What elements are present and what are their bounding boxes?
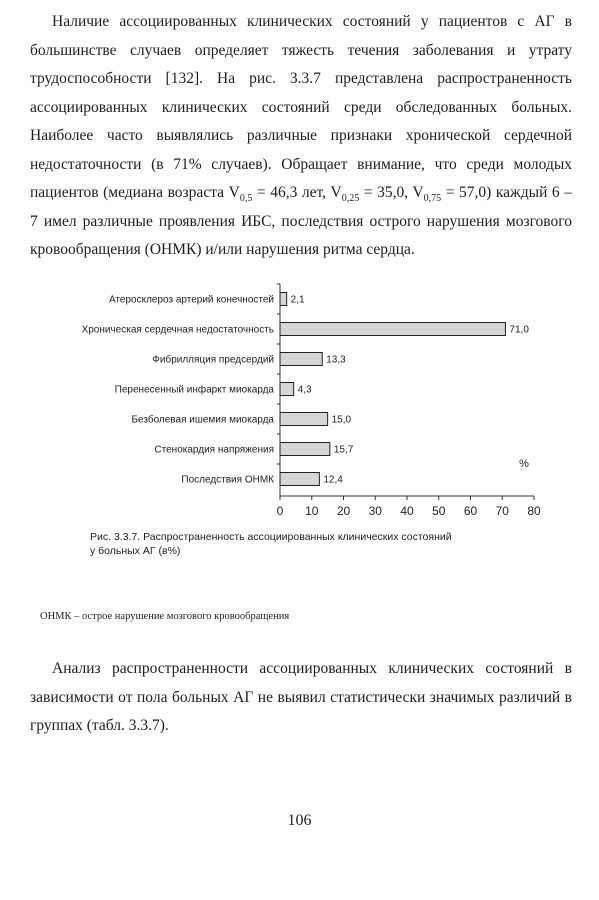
- category-label: Атеросклероз артерий конечностей: [108, 294, 274, 306]
- data-label: 12,4: [323, 474, 343, 486]
- x-tick-label: 80: [527, 504, 541, 518]
- bar: [280, 293, 287, 306]
- category-label: Фибрилляция предсердий: [152, 354, 274, 366]
- q1-subscript: 0,25: [341, 193, 360, 205]
- category-label: Перенесенный инфаркт миокарда: [114, 384, 274, 396]
- x-tick-label: 70: [495, 504, 509, 518]
- x-tick-label: 30: [368, 504, 382, 518]
- data-label: 71,0: [509, 324, 529, 336]
- bar: [280, 383, 294, 396]
- figure-caption: [90, 530, 510, 558]
- category-label: Безболевая ишемия миокарда: [131, 414, 274, 426]
- data-label: 15,7: [333, 444, 354, 456]
- bar-chart: [40, 278, 560, 523]
- category-label: Стенокардия напряжения: [154, 444, 274, 456]
- caption-line-1: Рис. 3.3.7. Распространенность ассоциированных клинических состояний: [90, 531, 452, 543]
- x-tick-label: 50: [432, 504, 446, 518]
- caption-line-2: у больных АГ (в%): [90, 545, 181, 557]
- bar: [280, 353, 322, 366]
- paragraph-intro: [30, 8, 572, 265]
- x-tick-label: 60: [463, 504, 478, 518]
- data-label: 2,1: [290, 294, 305, 306]
- bar: [280, 443, 330, 456]
- paragraph-intro-part1: Наличие ассоциированных клинических состояний у пациентов с АГ в большинстве случаев определяет тяжесть течения заболевания и утрату трудоспособности [132]. На рис. 3.3.7 представлена распространенность ассоциированных клинических состояний среди обследованных больных. Наиболее часто выявлялись различные признаки хронической сердечной недостаточности (в 71% случаев). Обращает внимание, что среди молодых пациентов (медиана возраста V: [30, 13, 572, 201]
- x-tick-label: 0: [276, 504, 284, 518]
- data-label: 4,3: [297, 384, 312, 396]
- bar: [280, 323, 505, 336]
- footnote: ОНМК – острое нарушение мозгового кровообращения: [40, 611, 290, 622]
- category-label: Последствия ОНМК: [181, 474, 274, 486]
- q3-subscript: 0,75: [423, 193, 442, 205]
- x-tick-label: 10: [305, 504, 319, 518]
- page-number: 106: [287, 812, 312, 829]
- paragraph-intro-part2: = 46,3 лет, V: [252, 184, 342, 201]
- x-tick-label: 40: [400, 504, 414, 518]
- paragraph-intro-part3: = 35,0, V: [359, 184, 424, 201]
- unit-label: %: [519, 458, 529, 470]
- bar: [280, 413, 328, 426]
- category-label: Хроническая сердечная недостаточность: [81, 324, 274, 336]
- x-tick-label: 20: [336, 504, 351, 518]
- median-subscript: 0,5: [239, 193, 253, 205]
- data-label: 15,0: [331, 414, 352, 426]
- paragraph-analysis: Анализ распространенности ассоциированных клинических состояний в зависимости от пола больных АГ не выявил статистически значимых различий в группах (табл. 3.3.7).: [30, 660, 572, 734]
- data-label: 13,3: [326, 354, 346, 366]
- paragraph-intro-part4: = 57,0) каждый 6 – 7 имел различные проявления ИБС, последствия острого нарушения мозгового кровообращения (ОНМК) и/или нарушения ритма сердца.: [30, 184, 573, 258]
- bar: [280, 473, 319, 486]
